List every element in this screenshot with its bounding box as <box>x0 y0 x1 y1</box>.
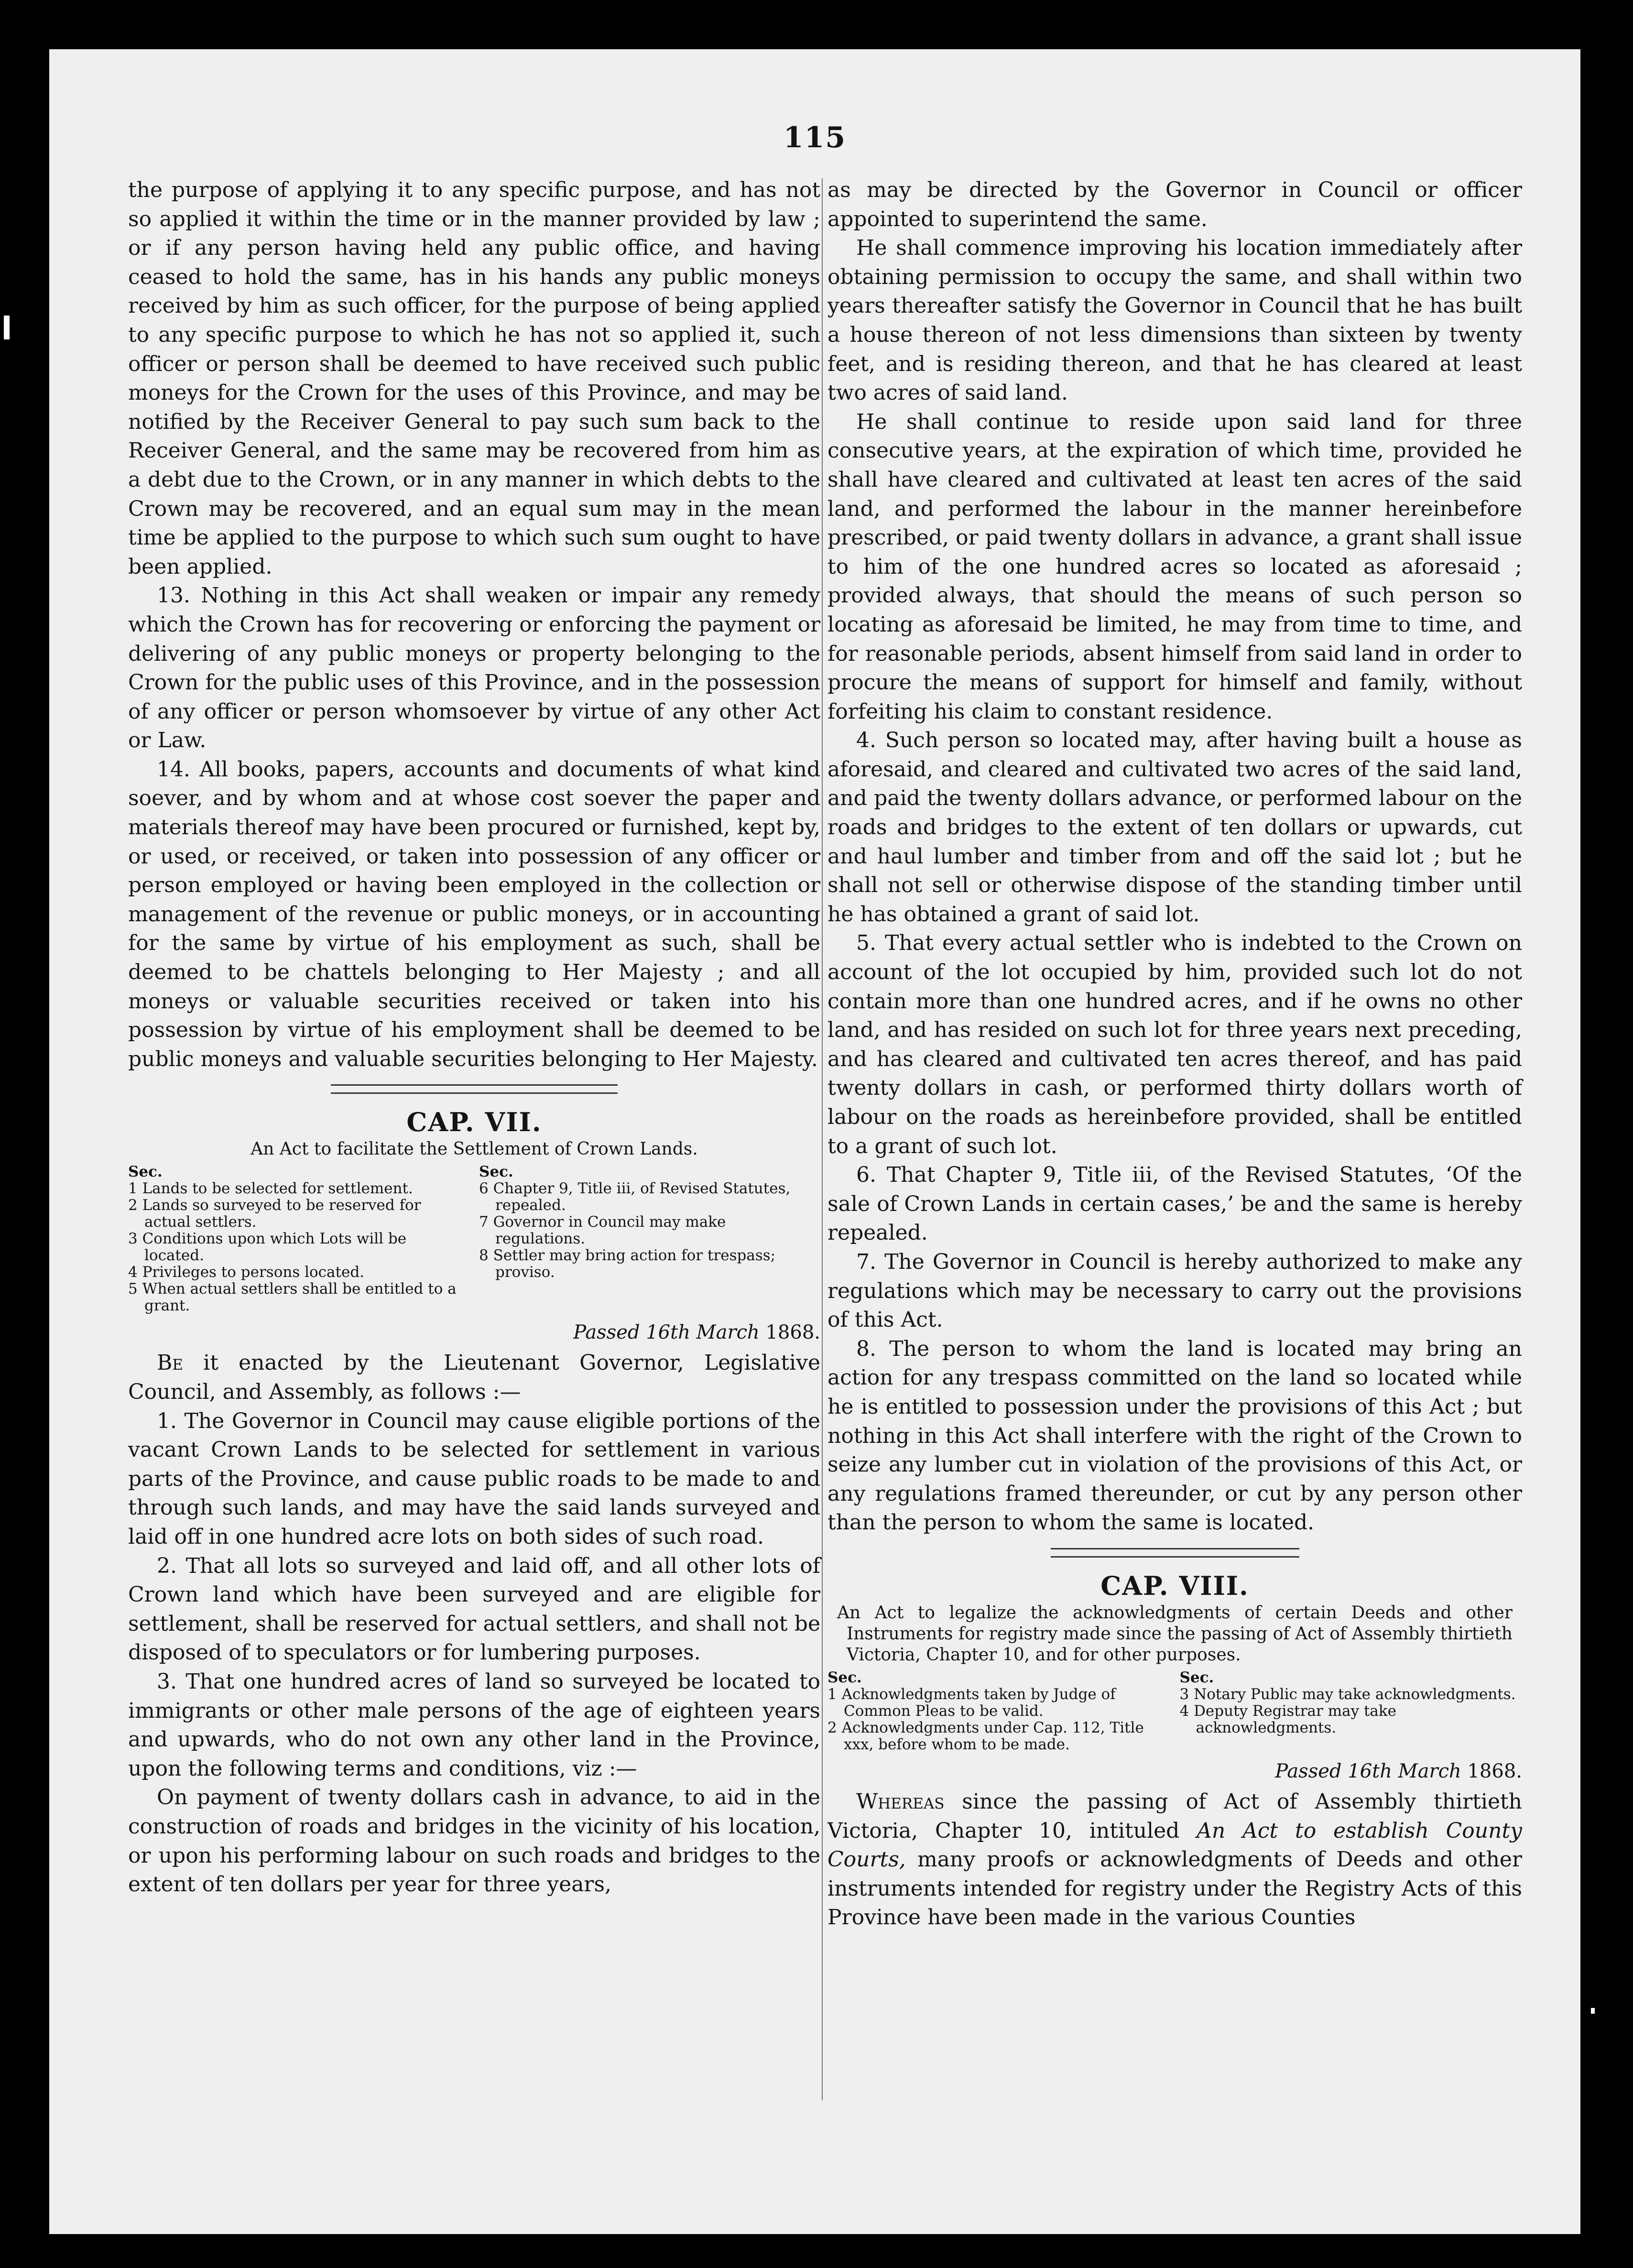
right-edge-mark <box>1591 2008 1595 2014</box>
toc-item: 1 Acknowledgments taken by Judge of Common Pleas to be valid. <box>827 1685 1116 1720</box>
section-7: 7. The Governor in Council is hereby authorized to make any regulations which may be necessary to carry out the provisions of this Act. <box>827 1249 1522 1332</box>
chapter-heading-7: CAP. VII. <box>406 1107 542 1138</box>
sec-label: Sec. <box>1179 1668 1214 1686</box>
toc-item: 6 Chapter 9, Title iii, of Revised Statutes, repealed. <box>479 1180 791 1214</box>
enact-first-word: Be <box>157 1351 183 1375</box>
toc-item: 2 Acknowledgments under Cap. 112, Title xxx, before whom to be made. <box>827 1719 1144 1753</box>
paragraph-continuation: the purpose of applying it to any specific purpose, and has not so applied it within the time or in the manner provided by law ; or if any person having held any public office, and having ceased to hold the same, has in his hands any public moneys received by him as such officer, for the purpose of being applied to any specific purpose to which he has not so applied it, such officer or person shall be deemed to have received such public moneys for the Crown for the uses of this Province, and may be notified by the Receiver General to pay such sum back to the Receiver General, and the same may be recovered from him as a debt due to the Crown, or in any manner in which debts to the Crown may be recovered, and an equal sum may in the mean time be applied to the purpose to which such sum ought to have been applied. <box>128 178 820 579</box>
paragraph-improvement: He shall commence improving his location immediately after obtaining permission to occupy the same, and shall within two years thereafter satisfy the Governor in Council that he has built a house thereon of not less dimensions than sixteen by twenty feet, and is residing thereon, and that he has cleared at least two acres of said land. <box>827 236 1522 405</box>
passed-day: 16th March <box>1348 1760 1461 1782</box>
left-column <box>128 176 820 1899</box>
paragraph-residence: He shall continue to reside upon said land for three consecutive years, at the expiration of which time, provided he shall have cleared and cultivated at least ten acres of the said land, and performed the labour in the manner hereinbefore prescribed, or paid twenty dollars in advance, a grant shall issue to him of the one hundred acres so located as aforesaid ; provided always, that should the means of such person so locating as aforesaid be limited, he may from time to time, and for reasonable periods, absent himself from said land in order to procure the means of support for himself and family, without forfeiting his claim to constant residence. <box>827 409 1522 724</box>
enacting-clause <box>128 1349 820 1407</box>
toc-item: 7 Governor in Council may make regulations. <box>479 1213 726 1248</box>
page-number: 115 <box>783 121 847 154</box>
section-2: 2. That all lots so surveyed and laid off, and all other lots of Crown land which have been surveyed and are eligible for settlement, shall be reserved for actual settlers, and shall not be disposed of to speculators or for lumbering purposes. <box>128 1553 820 1665</box>
column-divider <box>822 178 823 2100</box>
sec-label: Sec. <box>827 1668 862 1686</box>
passed-date-8 <box>827 1758 1522 1785</box>
chapter-title-7: An Act to facilitate the Settlement of Crown Lands. <box>250 1139 698 1159</box>
chapter-title-8: An Act to legalize the acknowledgments of certain Deeds and other Instruments for registry made since the passing of Act of Assembly thirtieth Victoria, Chapter 10, and for other purposes. <box>837 1603 1513 1665</box>
double-rule <box>331 1084 618 1094</box>
section-4: 4. Such person so located may, after having built a house as aforesaid, and cleared and cultivated two acres of the said land, and paid the twenty dollars advance, or performed labour on the roads and bridges to the extent of ten dollars or upwards, cut and haul lumber and timber from and off the said lot ; but he shall not sell or otherwise dispose of the standing timber until he has obtained a grant of said lot. <box>827 728 1522 927</box>
passed-word: Passed <box>1275 1760 1342 1782</box>
sec-label: Sec. <box>479 1163 513 1181</box>
section-8: 8. The person to whom the land is located may bring an action for any trespass committed on the land so located while he is entitled to possession under the provisions of this Act ; but nothing in this Act shall interfere with the right of the Crown to seize any lumber cut in violation of the provisions of this Act, or any regulations framed thereunder, or cut by any person other than the person to whom the same is located. <box>827 1336 1522 1535</box>
chapter-heading-8: CAP. VIII. <box>1100 1570 1249 1601</box>
act-title-italic: An Act to establish County Courts, <box>827 1818 1522 1872</box>
section-13: 13. Nothing in this Act shall weaken or impair any remedy which the Crown has for recovering or enforcing the payment or delivering of any public moneys or property belonging to the Crown for the public uses of this Province, and in the possession of any officer or person whomsoever by virtue of any other Act or Law. <box>128 583 820 753</box>
passed-word: Passed <box>573 1321 640 1344</box>
section-5: 5. That every actual settler who is indebted to the Crown on account of the lot occupied by him, provided such lot do not contain more than one hundred acres, and if he owns no other land, and has resided on such lot for three years next preceding, and has cleared and cultivated ten acres thereof, and has paid twenty dollars in cash, or performed thirty dollars worth of labour on the roads as hereinbefore provided, shall be entitled to a grant of such lot. <box>827 931 1522 1158</box>
passed-day: 16th March <box>646 1321 760 1344</box>
toc-item: 3 Notary Public may take acknowledgments. <box>1179 1685 1516 1703</box>
section-6: 6. That Chapter 9, Title iii, of the Revised Statutes, ‘Of the sale of Crown Lands in certain cases,’ be and the same is hereby repealed. <box>827 1163 1522 1245</box>
section-index-7 <box>128 1164 820 1314</box>
whereas-text-b: many proofs or acknowledgments of Deeds and other instruments intended for registry under the Registry Acts of this Province have been made in the various Counties <box>827 1847 1522 1930</box>
toc-item: 2 Lands so surveyed to be reserved for actual settlers. <box>128 1197 421 1231</box>
section-index-right <box>479 1164 820 1314</box>
section-1: 1. The Governor in Council may cause eligible portions of the vacant Crown Lands to be selected for settlement in various parts of the Province, and cause public roads to be made to and through such lands, and may have the said lands surveyed and laid off in one hundred acre lots on both sides of such road. <box>128 1408 820 1549</box>
toc-item: 1 Lands to be selected for settlement. <box>128 1180 413 1198</box>
scanned-page <box>49 49 1580 2234</box>
whereas-word: Whereas <box>856 1789 945 1814</box>
toc-item: 5 When actual settlers shall be entitled to a grant. <box>128 1280 457 1315</box>
preamble-whereas <box>827 1788 1522 1932</box>
passed-date-7 <box>128 1319 820 1346</box>
section-3-terms: On payment of twenty dollars cash in advance, to aid in the construction of roads and bridges in the vicinity of his location, or upon his performing labour on such roads and bridges to the extent of ten dollars per year for three years, <box>128 1785 820 1897</box>
sec-label: Sec. <box>128 1163 163 1181</box>
section-14: 14. All books, papers, accounts and documents of what kind soever, and by whom and at whose cost soever the paper and materials thereof may have been procured or furnished, kept by, or used, or received, or taken into possession of any officer or person employed or having been employed in the collection or management of the revenue or public moneys, or in accounting for the same by virtue of his employment as such, shall be deemed to be chattels belonging to Her Majesty ; and all moneys or valuable securities received or taken into his possession by virtue of his employment shall be deemed to be public moneys and valuable securities belonging to Her Majesty. <box>128 757 820 1071</box>
paragraph-continuation: as may be directed by the Governor in Council or officer appointed to superintend the same. <box>827 178 1522 231</box>
section-index-8 <box>827 1669 1522 1753</box>
whereas-text-a: since the passing of Act of Assembly thirtieth Victoria, Chapter 10, intituled <box>827 1789 1522 1843</box>
toc-item: 8 Settler may bring action for trespass; proviso. <box>479 1247 776 1281</box>
toc-item: 4 Privileges to persons located. <box>128 1264 365 1281</box>
enact-text: it enacted by the Lieutenant Governor, Legislative Council, and Assembly, as follows :— <box>128 1351 820 1404</box>
section-3: 3. That one hundred acres of land so surveyed be located to immigrants or other male persons of the age of eighteen years and upwards, who do not own any other land in the Province, upon the following terms and conditions, viz :— <box>128 1669 820 1781</box>
section-index-left <box>827 1669 1170 1753</box>
toc-item: 3 Conditions upon which Lots will be located. <box>128 1230 407 1265</box>
section-index-right <box>1180 1669 1523 1753</box>
right-column <box>827 176 1522 1932</box>
toc-item: 4 Deputy Registrar may take acknowledgments. <box>1179 1702 1397 1736</box>
left-edge-mark <box>4 316 10 339</box>
double-rule <box>1051 1548 1299 1558</box>
section-index-left <box>128 1164 469 1314</box>
passed-year: 1868. <box>1467 1760 1522 1782</box>
passed-year: 1868. <box>765 1321 820 1344</box>
